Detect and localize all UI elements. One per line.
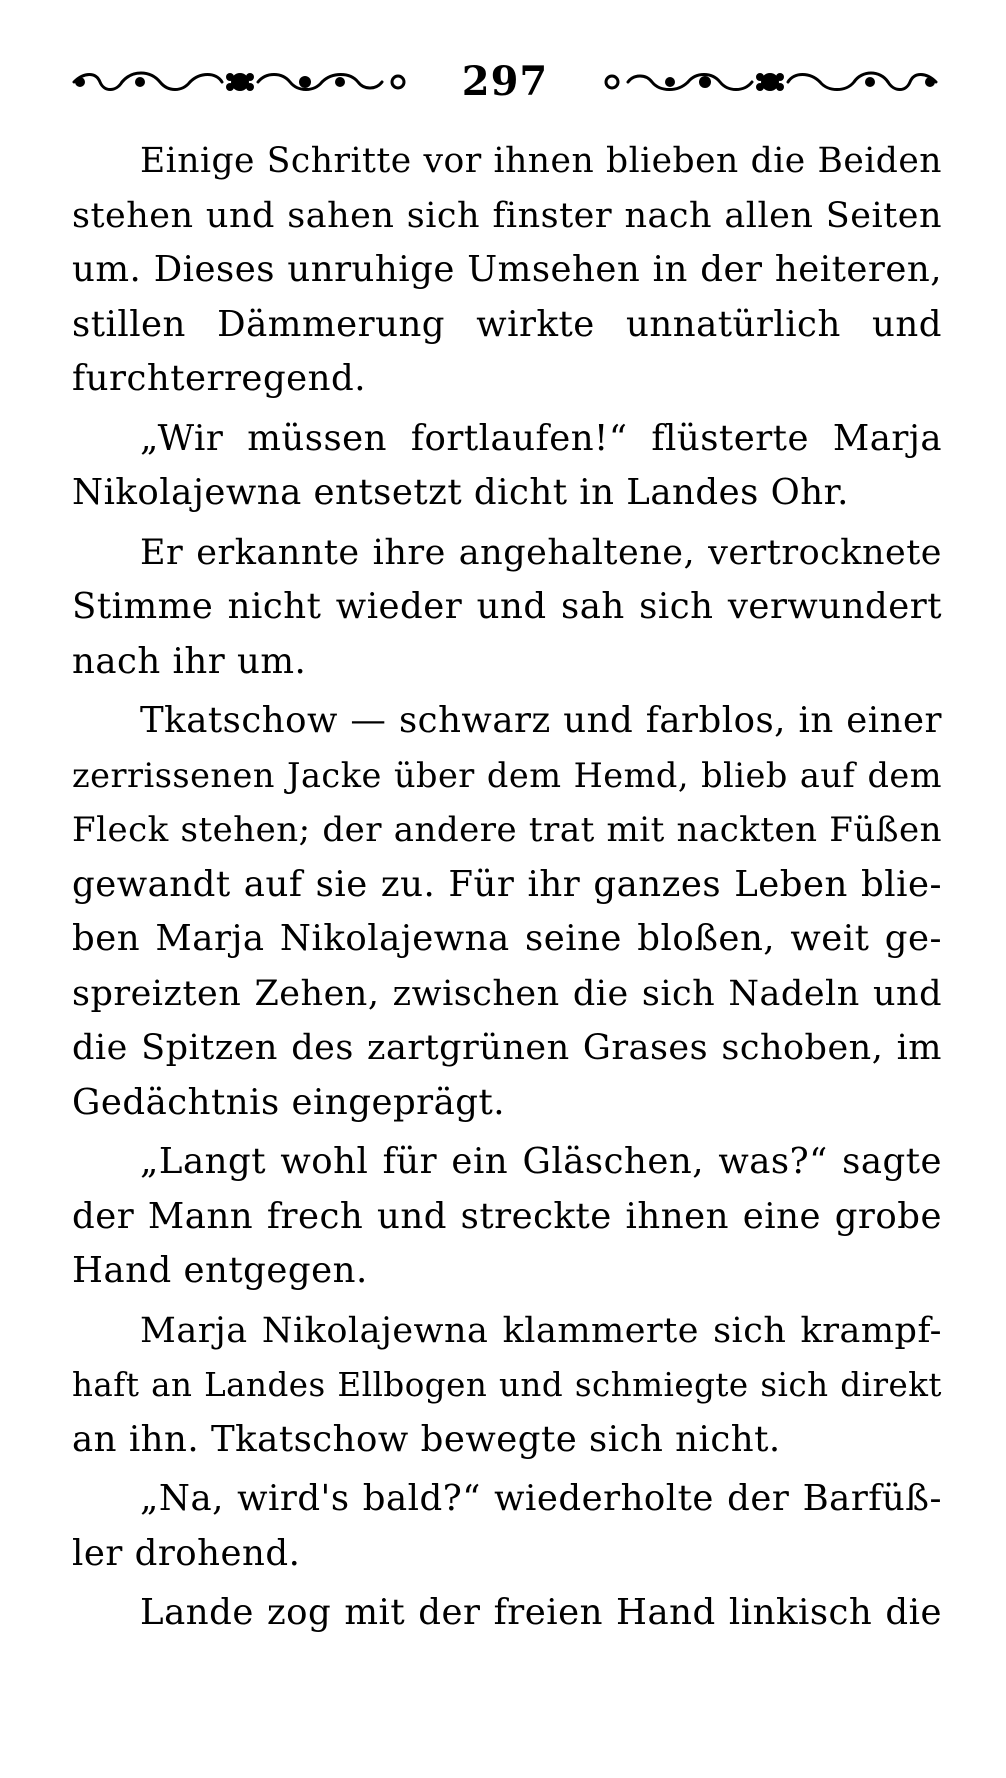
paragraph [72, 412, 942, 521]
text-line: furchterregend. [72, 358, 367, 399]
paragraph [72, 1135, 942, 1299]
text-line: ben Marja Nikolajewna seine bloßen, weit ge- [72, 918, 942, 959]
text-line: um. Dieses unruhige Umsehen in der heiteren, [72, 249, 942, 290]
text-line: spreizten Zehen, zwischen die sich Nadeln und [72, 973, 942, 1014]
text-line: „Langt wohl für ein Gläschen, was?“ sagte [140, 1141, 942, 1182]
text-line: Fleck stehen; der andere trat mit nackten Füßen [72, 810, 942, 850]
text-line: „Na, wird's bald?“ wiederholte der Barfüß- [140, 1478, 942, 1519]
text-line: Gedächtnis eingeprägt. [72, 1081, 506, 1123]
text-line: Einige Schritte vor ihnen blieben die Beiden [140, 141, 942, 181]
text-line: stehen und sahen sich finster nach allen Seiten [72, 195, 942, 236]
text-line: zerrissenen Jacke über dem Hemd, blieb auf dem [72, 755, 942, 795]
text-line: Marja Nikolajewna klammerte sich krampf- [140, 1310, 942, 1351]
left-ornament-icon [70, 68, 410, 96]
paragraph [72, 1586, 942, 1641]
text-line: ler drohend. [72, 1532, 301, 1574]
page-number: 297 [461, 58, 549, 105]
text-line: Hand entgegen. [72, 1250, 368, 1291]
text-line: haft an Landes Ellbogen und schmiegte sich direkt [72, 1366, 942, 1404]
page-header [70, 52, 940, 112]
paragraph [72, 694, 942, 1130]
paragraph [72, 134, 942, 407]
text-line: nach ihr um. [72, 640, 307, 682]
paragraph [72, 1472, 942, 1581]
text-line: an ihn. Tkatschow bewegte sich nicht. [72, 1418, 781, 1460]
text-line: Tkatschow — schwarz und farblos, in einer [140, 700, 942, 741]
text-line: Er erkannte ihre angehaltene, vertrocknete [140, 532, 942, 573]
paragraph [72, 526, 942, 690]
right-ornament-icon [600, 68, 940, 96]
text-line: stillen Dämmerung wirkte unnatürlich und [72, 303, 942, 345]
paragraph [72, 1304, 942, 1468]
text-line: Lande zog mit der freien Hand linkisch die [140, 1592, 942, 1633]
body-text [72, 134, 942, 1641]
text-line: gewandt auf sie zu. Für ihr ganzes Leben blie- [72, 863, 942, 905]
text-line: Nikolajewna entsetzt dicht in Landes Ohr. [72, 472, 849, 513]
text-line: die Spitzen des zartgrünen Grases schoben, im [72, 1028, 942, 1068]
text-line: Stimme nicht wieder und sah sich verwundert [72, 586, 942, 627]
text-line: der Mann frech und streckte ihnen eine grobe [72, 1195, 942, 1237]
text-line: „Wir müssen fortlaufen!“ flüsterte Marja [140, 417, 942, 459]
